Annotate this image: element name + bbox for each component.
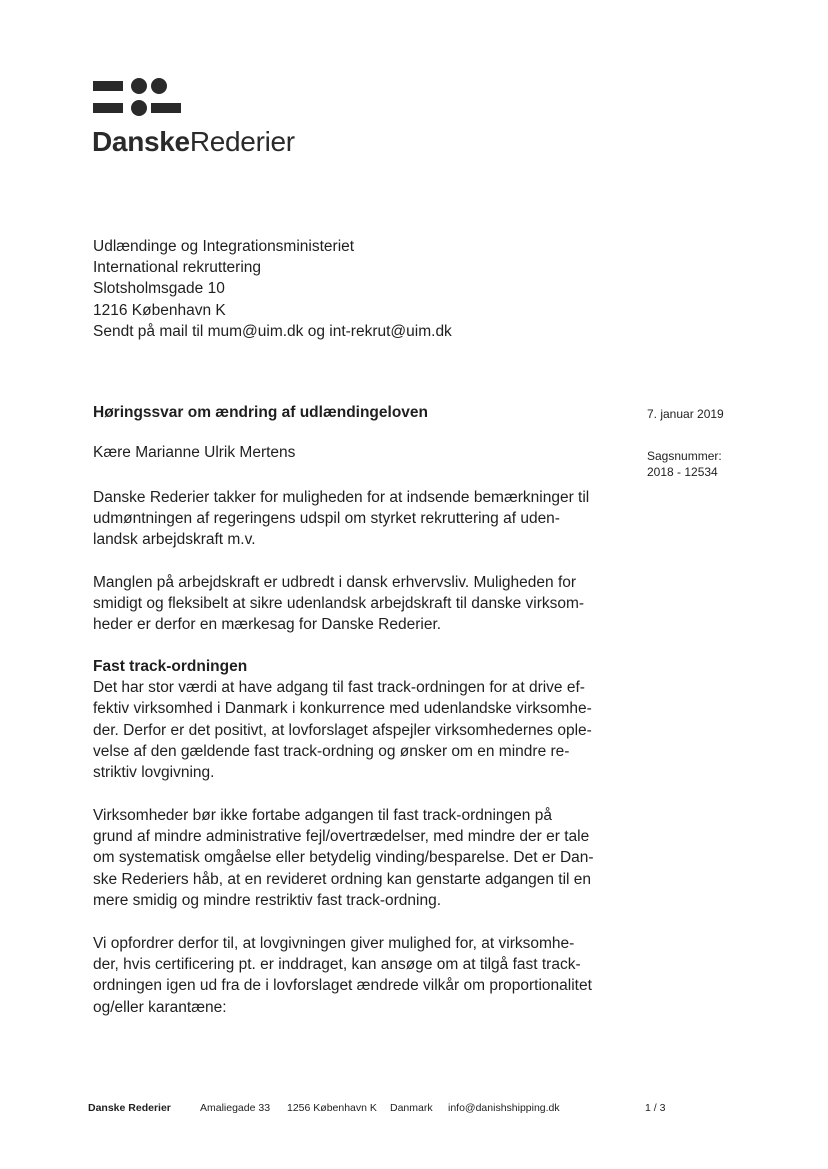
footer-email: info@danishshipping.dk	[448, 1102, 560, 1114]
footer-street: Amaliegade 33	[200, 1102, 271, 1114]
body-paragraph	[93, 572, 613, 636]
recipient-line: 1216 København K	[93, 301, 226, 319]
fast-track-section	[93, 656, 613, 783]
body-line: Virksomheder bør ikke fortabe adgangen til fast track-ordningen på	[93, 807, 552, 824]
body-line: Det har stor værdi at have adgang til fast track-ordningen for at drive ef-	[93, 679, 585, 697]
body-paragraph	[93, 933, 613, 1018]
letter-subject: Høringssvar om ændring af udlændingeloven	[93, 404, 429, 421]
footer-country: Danmark	[390, 1102, 433, 1114]
body-line: udmøntningen af regeringens udspil om styrket rekruttering af uden-	[93, 510, 560, 528]
body-line: velse af den gældende fast track-ordning og ønsker om en mindre re-	[93, 742, 570, 760]
recipient-line: International rekruttering	[93, 259, 262, 277]
body-line: striktiv lovgivning.	[93, 764, 215, 782]
recipient-line: Udlændinge og Integrationsministeriet	[93, 238, 355, 255]
body-line: om systematisk omgåelse eller betydelig vinding/besparelse. Det er Dan-	[93, 849, 594, 867]
logo-bar-bottom-1	[93, 103, 123, 113]
body-line: ske Rederiers håb, at en revideret ordning kan genstarte adgangen til en	[93, 870, 592, 888]
logo-wordmark-bold: Danske	[92, 126, 190, 157]
body-line: fektiv virksomhed i Danmark i konkurrence med udenlandske virksomhe-	[93, 700, 592, 718]
logo-bar-top	[93, 81, 123, 91]
body-line: landsk arbejdskraft m.v.	[93, 531, 256, 549]
recipient-line: Slotsholmsgade 10	[93, 280, 225, 298]
footer-org-name: Danske Rederier	[88, 1102, 171, 1114]
body-line: mere smidig og mindre restriktiv fast track-ordning.	[93, 891, 442, 909]
logo-dot-top-2	[151, 78, 167, 94]
body-line: heder er derfor en mærkesag for Danske Rederier.	[93, 616, 442, 634]
body-line: grund af mindre administrative fejl/overtrædelser, med mindre der er tale	[93, 828, 590, 846]
recipient-line: Sendt på mail til mum@uim.dk og int-rekrut@uim.dk	[93, 322, 452, 340]
logo-bar-bottom-2	[151, 103, 181, 113]
body-line: og/eller karantæne:	[93, 998, 227, 1016]
logo-dot-top-1	[131, 78, 147, 94]
body-line: der. Derfor er det positivt, at lovforslaget afspejler virksomhedernes ople-	[93, 721, 592, 739]
case-number-block	[647, 448, 722, 480]
body-line: der, hvis certificering pt. er inddraget, kan ansøge om at tilgå fast track-	[93, 956, 581, 974]
section-heading: Fast track-ordningen	[93, 658, 248, 675]
logo-dot-bottom	[131, 100, 147, 116]
body-paragraph	[93, 487, 613, 551]
case-number-value: 2018 - 12534	[647, 465, 718, 479]
letter-date: 7. januar 2019	[647, 407, 724, 421]
danske-rederier-logo-mark	[93, 78, 185, 116]
body-line: Manglen på arbejdskraft er udbredt i dansk erhvervsliv. Muligheden for	[93, 574, 577, 591]
footer-org	[88, 1102, 171, 1114]
body-line: ordningen igen ud fra de i lovforslaget ændrede vilkår om proportionalitet	[93, 977, 592, 995]
recipient-address	[93, 236, 452, 342]
body-paragraph	[93, 805, 613, 911]
footer-city: 1256 København K	[287, 1102, 377, 1114]
salutation: Kære Marianne Ulrik Mertens	[93, 444, 296, 461]
case-number-label: Sagsnummer:	[647, 449, 722, 463]
logo-wordmark	[92, 126, 295, 158]
page-number: 1 / 3	[645, 1102, 666, 1114]
body-line: Danske Rederier takker for muligheden for at indsende bemærkninger til	[93, 489, 590, 506]
body-line: smidigt og fleksibelt at sikre udenlandsk arbejdskraft til danske virksom-	[93, 595, 585, 613]
body-line: Vi opfordrer derfor til, at lovgivningen giver mulighed for, at virksomhe-	[93, 935, 575, 952]
logo-wordmark-regular: Rederier	[189, 126, 295, 157]
